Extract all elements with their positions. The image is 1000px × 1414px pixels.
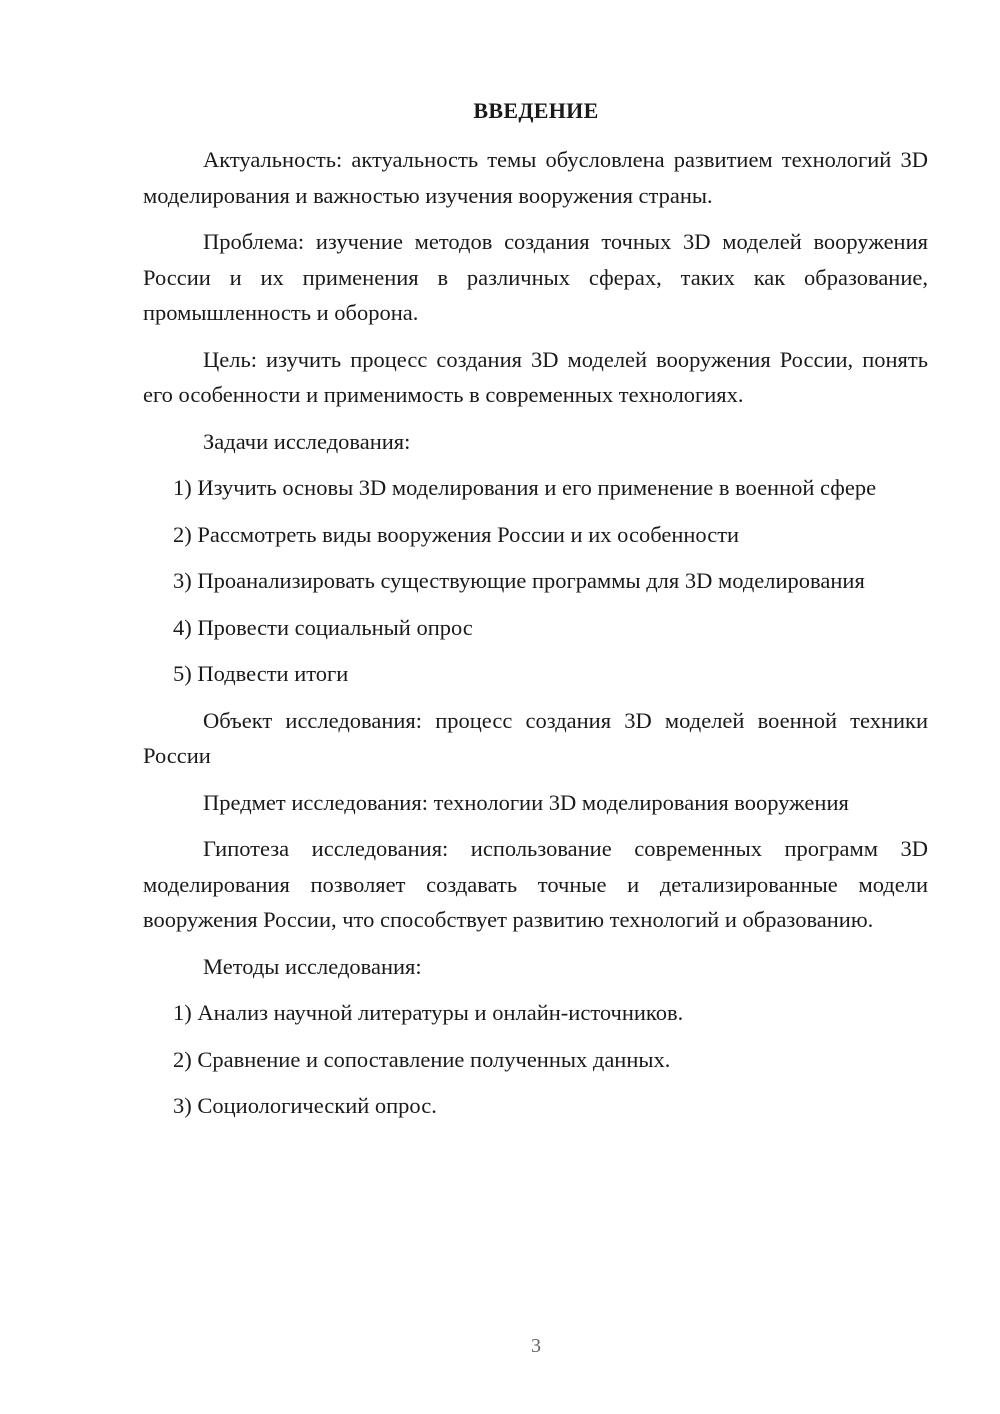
paragraph-relevance: Актуальность: актуальность темы обусловлена развитием технологий 3D моделирования и важностью изучения вооружения страны. xyxy=(143,147,928,208)
paragraph-tasks-heading: Задачи исследования: xyxy=(203,428,411,454)
list-item-method-1: 1) Анализ научной литературы и онлайн-источников. xyxy=(173,1000,684,1025)
list-item-task-5: 5) Подвести итоги xyxy=(173,661,349,686)
paragraph-problem: Проблема: изучение методов создания точных 3D моделей вооружения России и их применения в различных сферах, таких как образование, промышленность и оборона. xyxy=(143,229,928,325)
list-item-task-3: 3) Проанализировать существующие программы для 3D моделирования xyxy=(173,568,865,593)
paragraph-methods-heading: Методы исследования: xyxy=(203,953,422,979)
page-title: ВВЕДЕНИЕ xyxy=(473,98,599,123)
list-item-method-3: 3) Социологический опрос. xyxy=(173,1093,437,1118)
paragraph-goal: Цель: изучить процесс создания 3D моделей вооружения России, понять его особенности и применимость в современных технологиях. xyxy=(143,346,928,407)
list-item-task-1: 1) Изучить основы 3D моделирования и его применение в военной сфере xyxy=(173,475,877,500)
list-item-task-2: 2) Рассмотреть виды вооружения России и их особенности xyxy=(173,521,740,547)
paragraph-object: Объект исследования: процесс создания 3D моделей военной техники России xyxy=(143,707,928,768)
list-item-method-2: 2) Сравнение и сопоставление полученных данных. xyxy=(173,1046,671,1072)
paragraph-hypothesis: Гипотеза исследования: использование современных программ 3D моделирования позволяет создавать точные и детализированные модели вооружения России, что способствует развитию технологий и образованию. xyxy=(143,836,928,932)
list-item-task-4: 4) Провести социальный опрос xyxy=(173,614,473,640)
paragraph-subject: Предмет исследования: технологии 3D моделирования вооружения xyxy=(203,789,849,815)
page-number: 3 xyxy=(531,1335,541,1357)
document-body xyxy=(143,142,928,1124)
